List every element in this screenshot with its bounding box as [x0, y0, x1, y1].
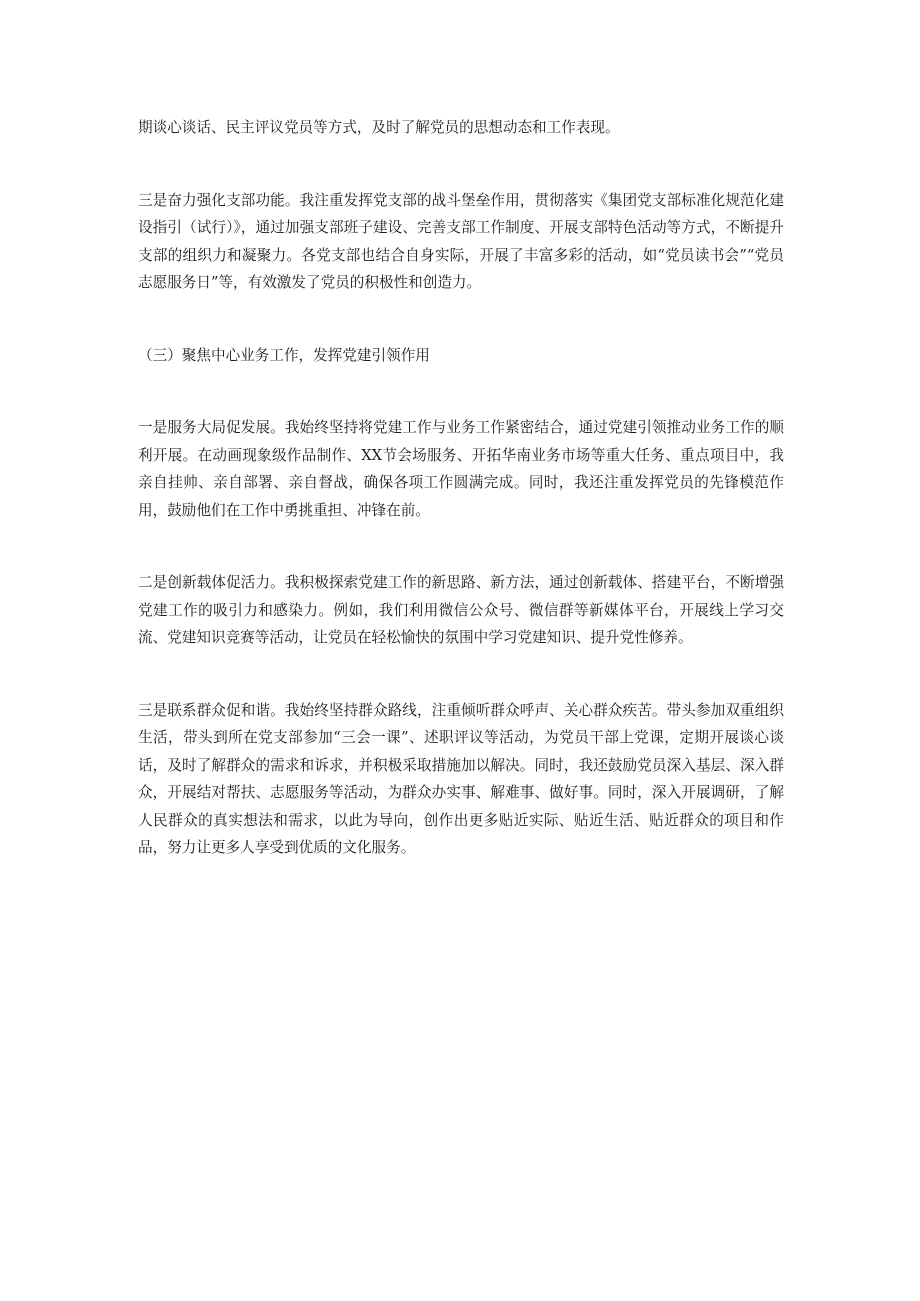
section-heading-3: （三）聚焦中心业务工作，发挥党建引领作用	[138, 346, 430, 364]
document-body	[138, 114, 784, 907]
paragraph-branch-function: 三是奋力强化支部功能。我注重发挥党支部的战斗堡垒作用，贯彻落实《集团党支部标准化规范化建设指引（试行）》，通过加强支部班子建设、完善支部工作制度、开展支部特色活动等方式，不断提升支部的组织力和凝聚力。各党支部也结合自身实际，开展了丰富多彩的活动，如“党员读书会”“党员志愿服务日”等，有效激发了党员的积极性和创造力。	[138, 191, 784, 291]
paragraph-serve-overall: 一是服务大局促发展。我始终坚持将党建工作与业务工作紧密结合，通过党建引领推动业务工作的顺利开展。在动画现象级作品制作、XX节会场服务、开拓华南业务市场等重大任务、重点项目中，我亲自挂帅、亲自部署、亲自督战，确保各项工作圆满完成。同时，我还注重发挥党员的先锋模范作用，鼓励他们在工作中勇挑重担、冲锋在前。	[138, 419, 784, 519]
paragraph-continuation: 期谈心谈话、民主评议党员等方式，及时了解党员的思想动态和工作表现。	[138, 119, 620, 136]
paragraph-connect-masses: 三是联系群众促和谐。我始终坚持群众路线，注重倾听群众呼声、关心群众疾苦。带头参加双重组织生活，带头到所在党支部参加“三会一课”、述职评议等活动，为党员干部上党课，定期开展谈心谈话，及时了解群众的需求和诉求，并积极采取措施加以解决。同时，我还鼓励党员深入基层、深入群众，开展结对帮扶、志愿服务等活动，为群众办实事、解难事、做好事。同时，深入开展调研，了解人民群众的真实想法和需求，以此为导向，创作出更多贴近实际、贴近生活、贴近群众的项目和作品，努力让更多人享受到优质的文化服务。	[138, 701, 784, 856]
paragraph-innovate-carrier: 二是创新载体促活力。我积极探索党建工作的新思路、新方法，通过创新载体、搭建平台，不断增强党建工作的吸引力和感染力。例如，我们利用微信公众号、微信群等新媒体平台，开展线上学习交流、党建知识竞赛等活动，让党员在轻松愉快的氛围中学习党建知识、提升党性修养。	[138, 574, 784, 646]
